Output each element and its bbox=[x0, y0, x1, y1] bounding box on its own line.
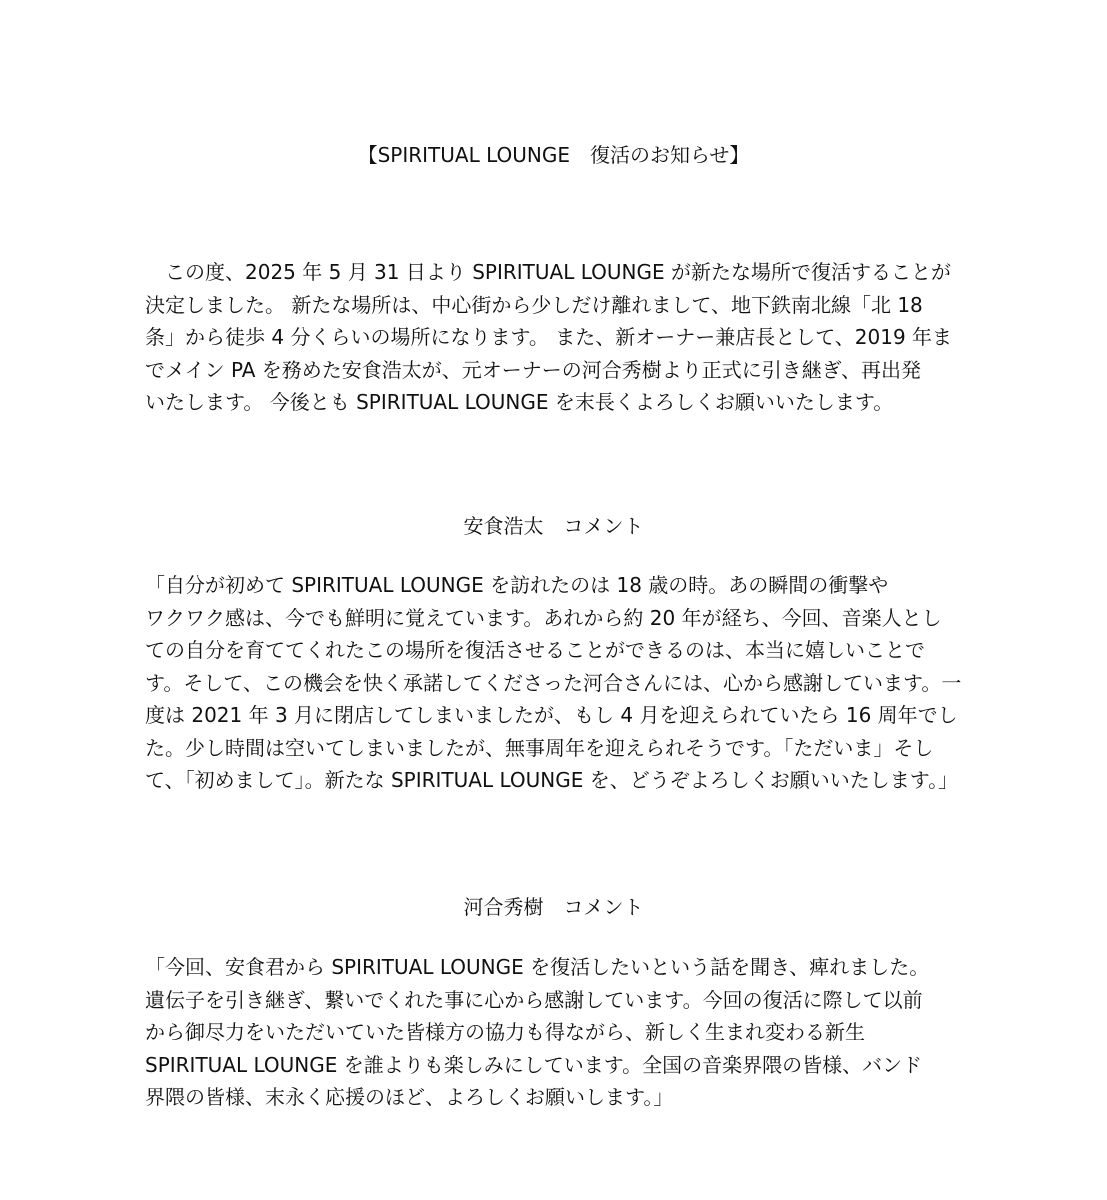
paragraph-line: 条」から徒歩 4 分くらいの場所になります。 また、新オーナー兼店長として、2019 年ま bbox=[145, 325, 953, 349]
paragraph-line: た。少し時間は空いてしまいましたが、無事周年を迎えられそうです。「ただいま」そし bbox=[145, 735, 934, 760]
announcement-paragraph bbox=[145, 256, 965, 419]
paragraph-line: から御尽力をいただいていた皆様方の協力も得ながら、新しく生まれ変わる新生 bbox=[145, 1020, 865, 1044]
comment-paragraph-ajiki bbox=[145, 569, 965, 797]
paragraph-line: す。そして、この機会を快く承諾してくださった河合さんには、心から感謝しています。一 bbox=[145, 670, 962, 695]
paragraph-line: この度、2025 年 5 月 31 日より SPIRITUAL LOUNGE が新たな場所で復活することが bbox=[145, 260, 951, 284]
paragraph-line: 界隈の皆様、末永く応援のほど、よろしくお願いします。」 bbox=[145, 1085, 674, 1109]
paragraph-line: いたします。 今後とも SPIRITUAL LOUNGE を末長くよろしくお願いいたします。 bbox=[145, 390, 894, 414]
comment-heading-kawai: 河合秀樹 コメント bbox=[463, 895, 644, 919]
paragraph-line: 決定しました。 新たな場所は、中心街から少しだけ離れまして、地下鉄南北線「北 18 bbox=[145, 292, 923, 317]
comment-heading-ajiki: 安食浩太 コメント bbox=[463, 514, 644, 538]
paragraph-line: でメイン PA を務めた安食浩太が、元オーナーの河合秀樹より正式に引き継ぎ、再出発 bbox=[145, 357, 921, 382]
paragraph-line: ワクワク感は、今でも鮮明に覚えています。あれから約 20 年が経ち、今回、音楽人とし bbox=[145, 605, 942, 630]
document-title: 【SPIRITUAL LOUNGE 復活のお知らせ】 bbox=[357, 143, 750, 167]
paragraph-line: 「自分が初めて SPIRITUAL LOUNGE を訪れたのは 18 歳の時。あの瞬間の衝撃や bbox=[145, 573, 889, 597]
paragraph-line: 「今回、安食君から SPIRITUAL LOUNGE を復活したいという話を聞き、痺れました。 bbox=[145, 955, 930, 979]
comment-paragraph-kawai bbox=[145, 951, 965, 1114]
paragraph-line: ての自分を育ててくれたこの場所を復活させることができるのは、本当に嬉しいことで bbox=[145, 638, 925, 662]
paragraph-line: 遺伝子を引き継ぎ、繋いでくれた事に心から感謝しています。今回の復活に際して以前 bbox=[145, 987, 923, 1012]
paragraph-line: SPIRITUAL LOUNGE を誰よりも楽しみにしています。全国の音楽界隈の皆様、バンド bbox=[145, 1052, 923, 1077]
paragraph-line: 度は 2021 年 3 月に閉店してしまいましたが、もし 4 月を迎えられていたら 16 周年でし bbox=[145, 703, 958, 727]
paragraph-line: て、「初めまして」。新たな SPIRITUAL LOUNGE を、どうぞよろしくお願いいたします。」 bbox=[145, 768, 959, 792]
